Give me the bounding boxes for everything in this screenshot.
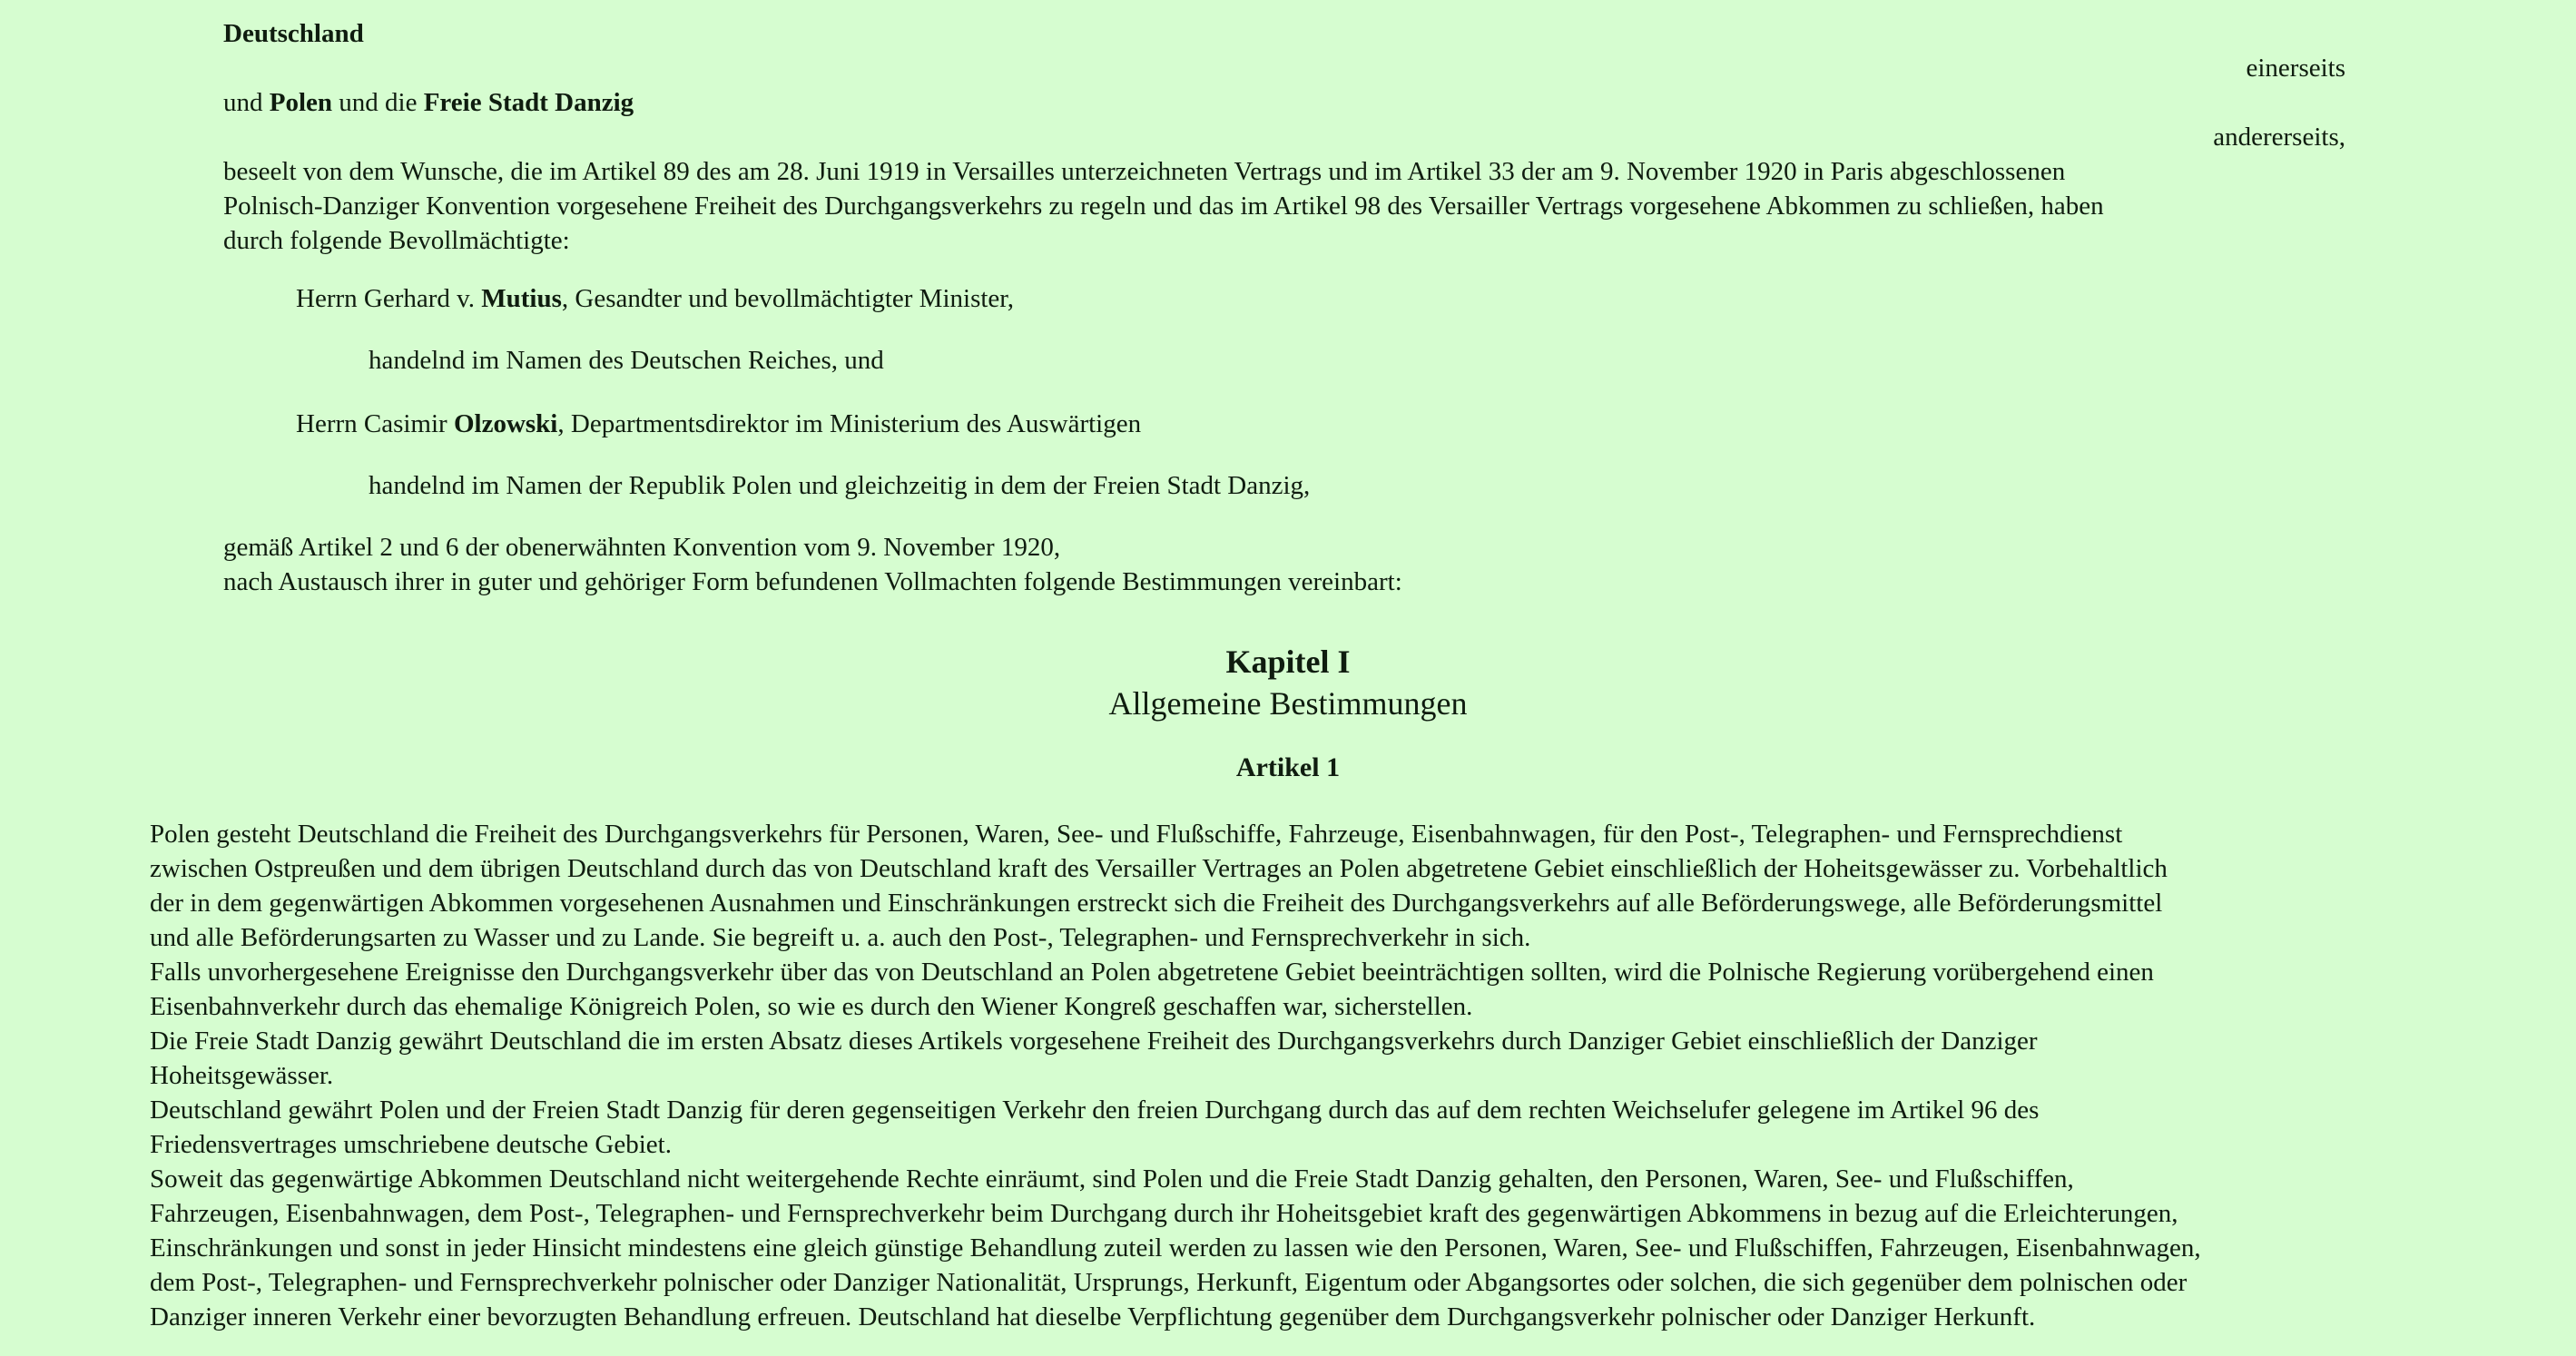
party-danzig-name: Freie Stadt Danzig (423, 88, 634, 117)
party-germany-name: Deutschland (223, 19, 364, 48)
article-line: Deutschland gewährt Polen und der Freien Stadt Danzig für deren gegenseitigen Verkehr den freien Durchgang durch das auf dem rechten Weichselufer gelegene im Artikel 96 des (150, 1096, 2040, 1125)
article-line: der in dem gegenwärtigen Abkommen vorgesehenen Ausnahmen und Einschränkungen erstreckt sich die Freiheit des Durchgangsverkehrs auf alle Beförderungswege, alle Beförderungsmittel (150, 889, 2163, 918)
preamble (223, 16, 2345, 599)
article-line: Friedensvertrages umschriebene deutsche Gebiet. (150, 1130, 672, 1159)
intent-line-3: durch folgende Bevollmächtigte: (223, 226, 570, 255)
party-germany-side: einerseits (2246, 54, 2345, 83)
article-line: Hoheitsgewässer. (150, 1061, 334, 1090)
party-und-die: und die (332, 88, 424, 117)
closing-line-1: gemäß Artikel 2 und 6 der obenerwähnten Konvention vom 9. November 1920, (223, 533, 1061, 562)
article-title: Artikel 1 (1235, 752, 1341, 782)
article-line: zwischen Ostpreußen und dem übrigen Deutschland durch das von Deutschland kraft des Versailler Vertrages an Polen abgetretene Gebiet einschließlich der Hoheitsgewässer zu. Vorbehaltlich (150, 854, 2168, 883)
article-line: Soweit das gegenwärtige Abkommen Deutschland nicht weitergehende Rechte einräumt, sind Polen und die Freie Stadt Danzig gehalten, den Personen, Waren, See- und Flußschiffen, (150, 1164, 2074, 1194)
intent-line-1: beseelt von dem Wunsche, die im Artikel 89 des am 28. Juni 1919 in Versailles unterzeichneten Vertrags und im Artikel 33 der am 9. November 1920 in Paris abgeschlossenen (223, 157, 2066, 186)
rep1-suffix: , Gesandter und bevollmächtigter Minister, (561, 284, 1015, 313)
party-poland-danzig (223, 85, 2345, 120)
article-line: und alle Beförderungsarten zu Wasser und zu Lande. Sie begreift u. a. auch den Post-, Telegraphen- und Fernsprechverkehr in sich. (150, 923, 1531, 952)
rep2-suffix: , Departmentsdirektor im Ministerium des Auswärtigen (557, 409, 1142, 438)
article-line: Eisenbahnverkehr durch das ehemalige Königreich Polen, so wie es durch den Wiener Kongreß geschaffen war, sicherstellen. (150, 992, 1473, 1021)
representative-olzowski-role: handelnd im Namen der Republik Polen und gleichzeitig in dem der Freien Stadt Danzig, (369, 471, 1311, 500)
article-body (150, 817, 2428, 1334)
article-line: Falls unvorhergesehene Ereignisse den Durchgangsverkehr über das von Deutschland an Polen abgetretene Gebiet beeinträchtigen sollten, wird die Polnische Regierung vorübergehend einen (150, 958, 2154, 987)
closing-line-2: nach Austausch ihrer in guter und gehöriger Form befundenen Vollmachten folgende Bestimmungen vereinbart: (223, 567, 1402, 596)
intent-line-2: Polnisch-Danziger Konvention vorgesehene Freiheit des Durchgangsverkehrs zu regeln und das im Artikel 98 des Versailler Vertrags vorgesehene Abkommen zu schließen, haben (223, 192, 2104, 221)
article-line: Einschränkungen und sonst in jeder Hinsicht mindestens eine gleich günstige Behandlung zuteil werden zu lassen wie den Personen, Waren, See- und Flußschiffen, Fahrzeugen, Eisenbahnwagen, (150, 1233, 2201, 1263)
representative-mutius-role: handelnd im Namen des Deutschen Reiches, und (369, 346, 884, 375)
representative-olzowski (223, 407, 2345, 441)
article-line: Danziger inneren Verkehr einer bevorzugten Behandlung erfreuen. Deutschland hat dieselbe Verpflichtung gegenüber dem Durchgangsverkehr polnischer oder Danziger Herkunft. (150, 1302, 2036, 1331)
rep2-name: Olzowski (453, 409, 558, 438)
rep2-prefix: Herrn Casimir (296, 409, 454, 438)
article-line: Polen gesteht Deutschland die Freiheit des Durchgangsverkehrs für Personen, Waren, See- und Flußschiffe, Fahrzeuge, Eisenbahnwagen, für den Post-, Telegraphen- und Fernsprechdienst (150, 820, 2123, 849)
party-germany (223, 16, 2345, 51)
party-poland-name: Polen (269, 88, 333, 117)
party-poland-side: andererseits, (2213, 123, 2345, 152)
chapter-number: Kapitel I (1225, 644, 1351, 680)
article-line: Die Freie Stadt Danzig gewährt Deutschland die im ersten Absatz dieses Artikels vorgesehene Freiheit des Durchgangsverkehrs durch Danziger Gebiet einschließlich der Danziger (150, 1027, 2038, 1056)
representative-mutius (223, 281, 2345, 316)
article-line: dem Post-, Telegraphen- und Fernsprechverkehr polnischer oder Danziger Nationalität, Ursprungs, Herkunft, Eigentum oder Abgangsortes oder solchen, die sich gegenüber dem polnischen oder (150, 1268, 2188, 1297)
rep1-prefix: Herrn Gerhard v. (296, 284, 482, 313)
chapter-title: Allgemeine Bestimmungen (1108, 685, 1468, 722)
party-und: und (223, 88, 270, 117)
article-line: Fahrzeugen, Eisenbahnwagen, dem Post-, Telegraphen- und Fernsprechverkehr beim Durchgang durch ihr Hoheitsgebiet kraft des gegenwärtigen Abkommens in bezug auf die Erleichterungen, (150, 1199, 2178, 1228)
rep1-name: Mutius (481, 284, 562, 313)
